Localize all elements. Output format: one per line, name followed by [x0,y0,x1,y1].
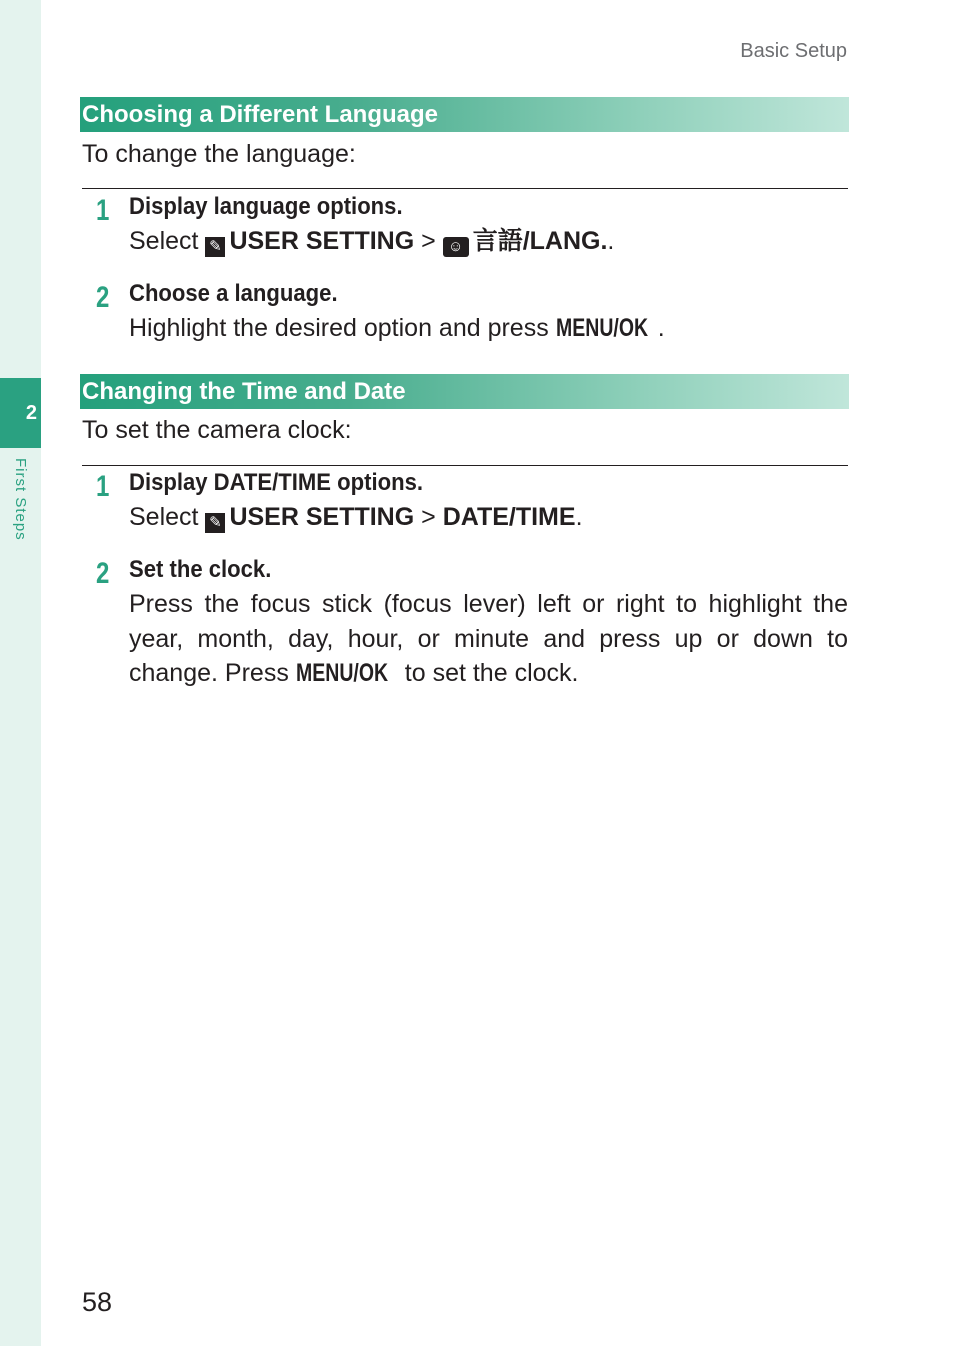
step-number: 1 [96,194,110,227]
step-title: Set the clock. [129,556,272,583]
divider [82,188,848,189]
chapter-tab[interactable] [0,378,41,448]
section-intro: To change the language: [82,140,356,168]
step-number: 1 [96,470,110,503]
step-title: Choose a language. [129,280,338,307]
step-item [82,190,848,259]
running-head: Basic Setup [740,40,847,62]
section-heading-language: Choosing a Different Language [80,97,849,132]
step-item [82,466,848,535]
menu-target: DATE/TIME [442,503,576,531]
section-intro: To set the camera clock: [82,416,352,444]
step-text: Select ✎ USER SETTING > DATE/TIME. [129,503,583,531]
menu-ok-button-label: MENU/OK [295,659,388,687]
step-item [82,553,848,691]
chapter-title: First Steps [12,458,29,541]
step-number: 2 [96,557,110,590]
step-item [82,277,848,346]
chapter-sidebar [0,0,41,1346]
menu-name: USER SETTING [229,227,415,255]
step-text: Select ✎ USER SETTING > ☺ 言語/LANG.. [129,227,615,255]
menu-ok-button-label: MENU/OK [555,314,648,342]
speech-bubble-icon: ☺ [443,237,469,257]
section-heading-time-date: Changing the Time and Date [80,374,849,409]
menu-target: 言語/LANG. [472,227,608,255]
page-number: 58 [82,1287,113,1317]
step-title: Display language options. [129,193,403,220]
step-text: Press the focus stick (focus lever) left or right to highlight the year, month, day, hour, or minute and press up or down to change. Press MENU/OK to set the clock. [129,587,848,691]
step-title: Display DATE/TIME options. [129,469,424,496]
menu-name: USER SETTING [229,503,415,531]
step-number: 2 [96,281,110,314]
step-text: Highlight the desired option and press MENU/OK . [129,311,848,346]
wrench-icon: ✎ [205,513,225,533]
wrench-icon: ✎ [205,237,225,257]
chapter-number: 2 [25,401,37,424]
